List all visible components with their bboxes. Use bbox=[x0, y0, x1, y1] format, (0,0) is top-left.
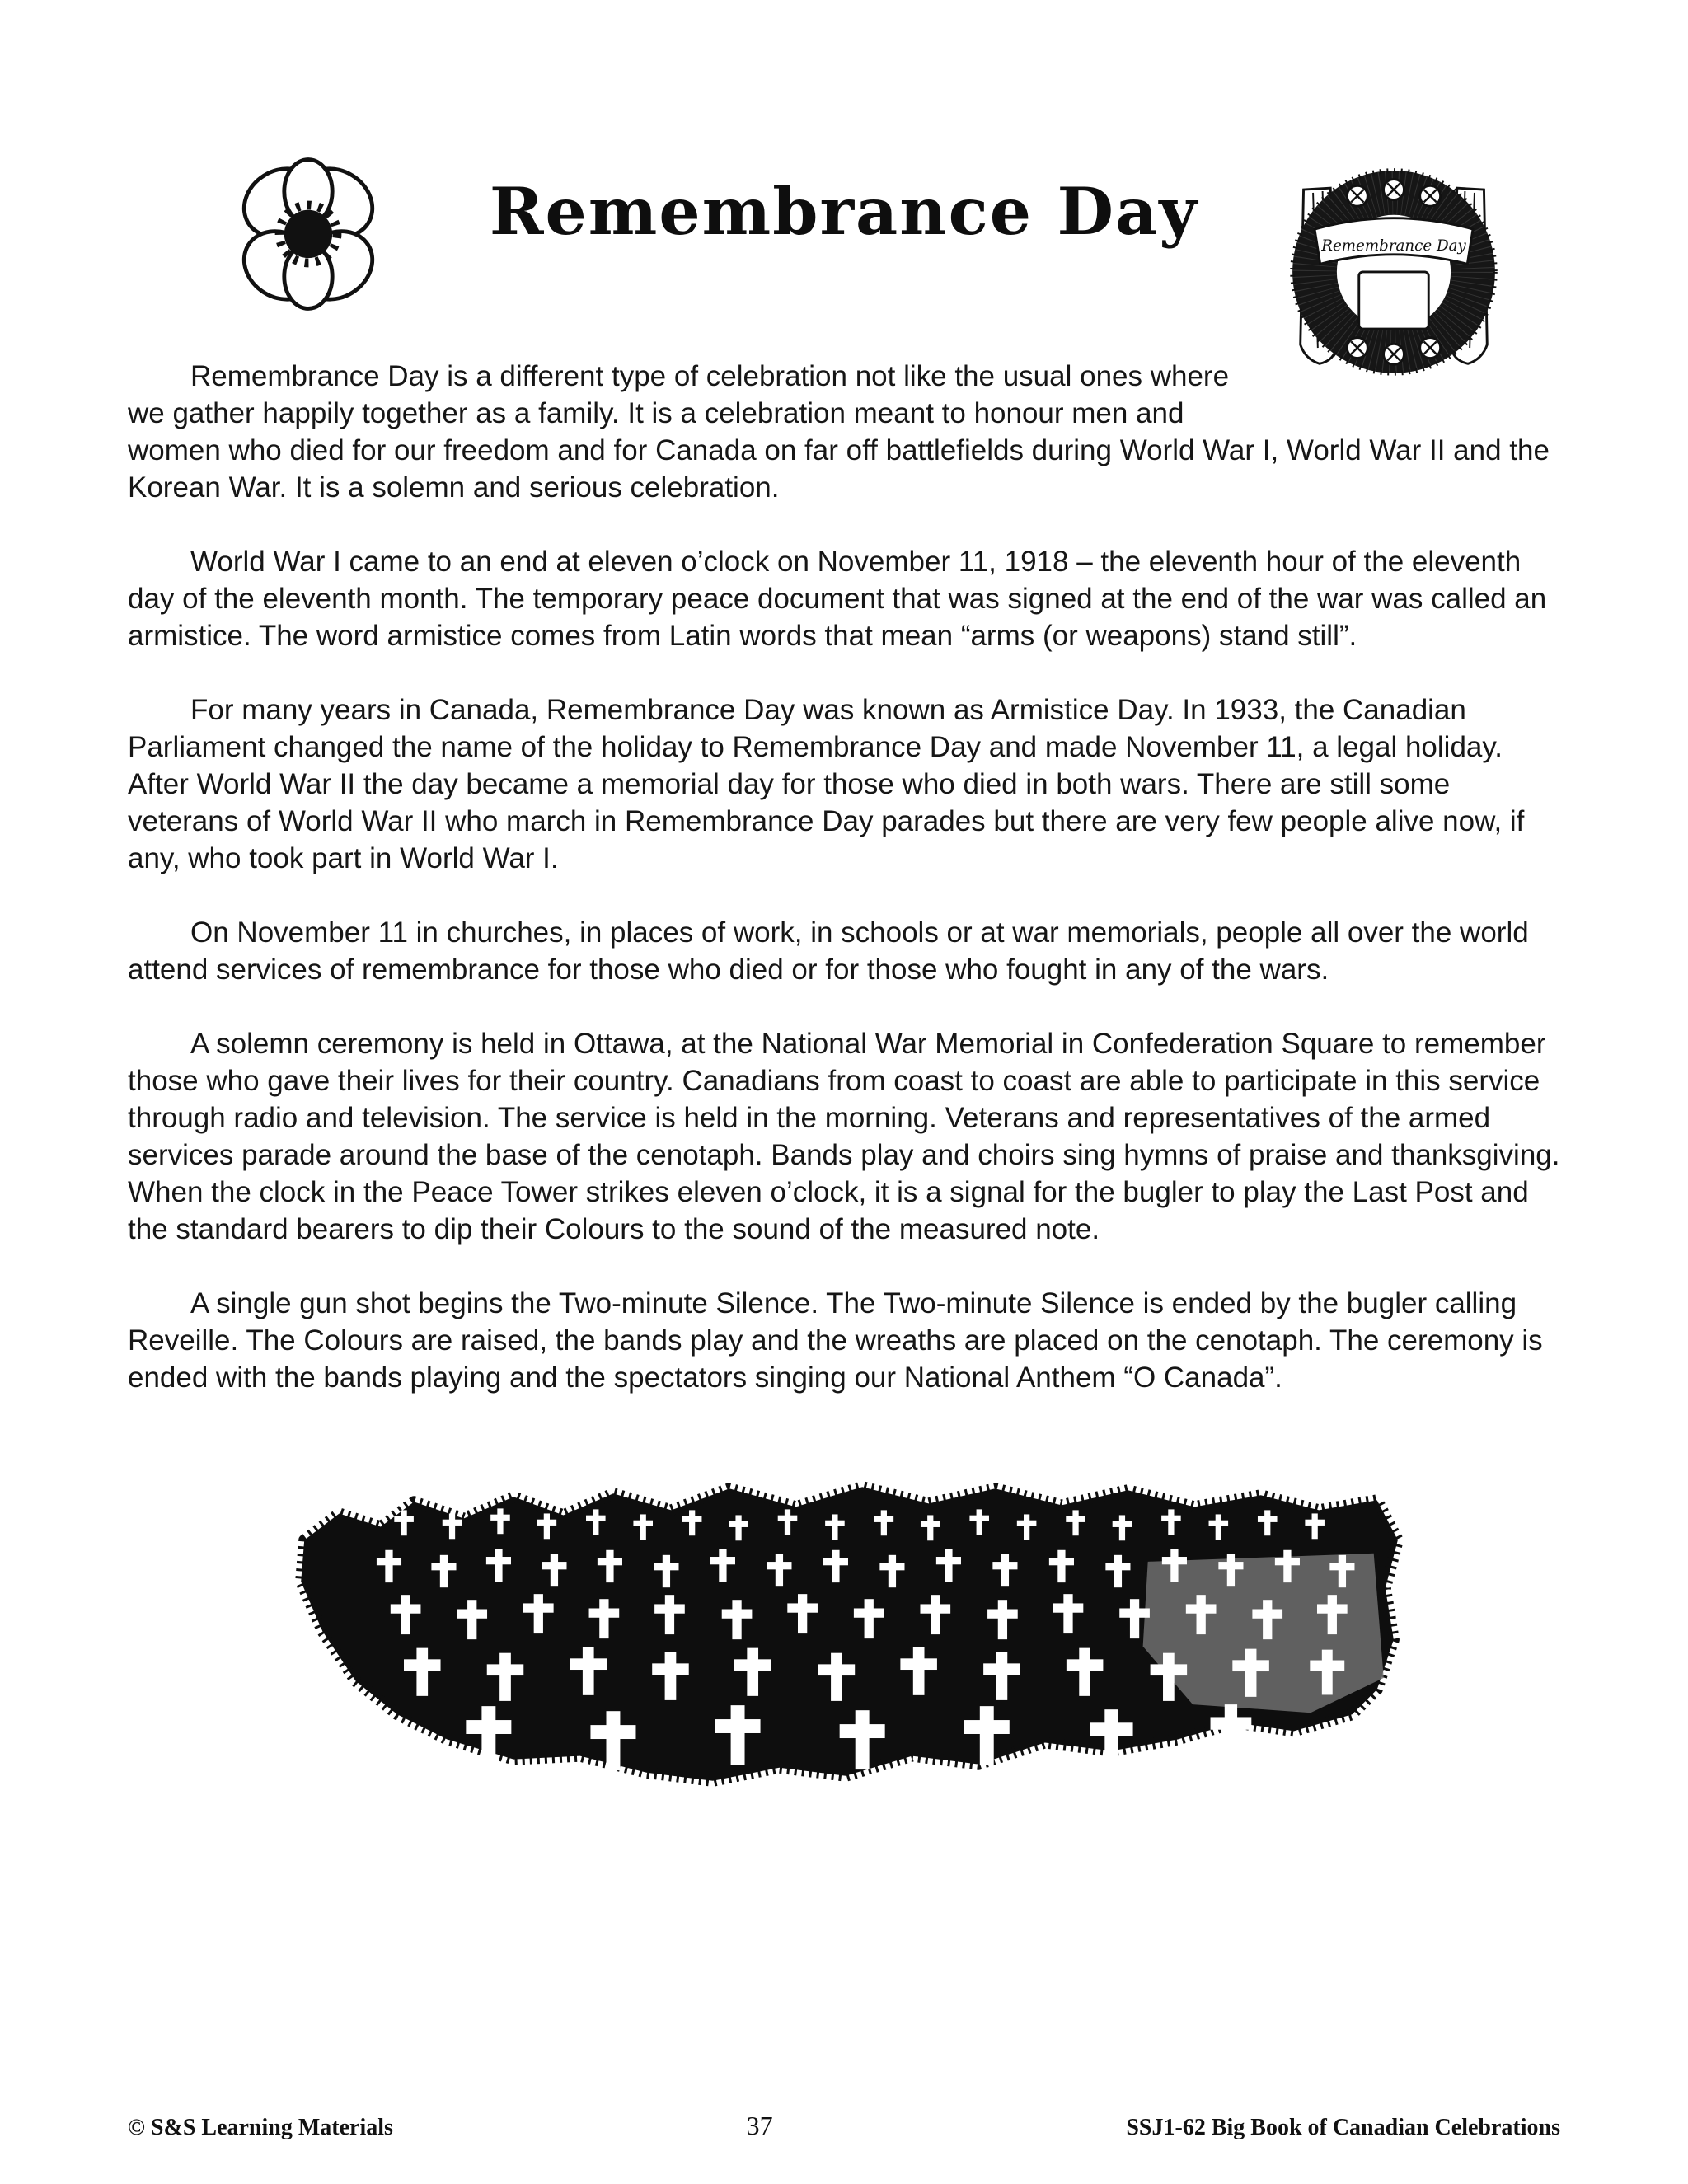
poppy-icon bbox=[220, 145, 396, 321]
page-title: Remembrance Day bbox=[489, 173, 1199, 250]
article-body bbox=[128, 358, 1560, 1396]
paragraph: For many years in Canada, Remembrance Day was known as Armistice Day. In 1933, the Canadian Parliament changed the name of the holiday to Remembrance Day and made November 11, a legal holiday. After World War II the day became a memorial day for those who died in both wars. There are still some veterans of World War II who march in Remembrance Day parades but there are very few people alive now, if any, who took part in World War I. bbox=[128, 694, 1525, 874]
footer-page-number: 37 bbox=[746, 2111, 773, 2140]
paragraph: On November 11 in churches, in places of work, in schools or at war memorials, people all over the world attend services of remembrance for those who died or for those who fought in any of the wars. bbox=[128, 916, 1529, 986]
paragraph: Remembrance Day is a different type of celebration not like the usual ones where we gather happily together as a family. It is a celebration meant to honour men and women who died for our freedom and for Canada on far off battlefields during World War I, World War II and the Korean War. It is a solemn and serious celebration. bbox=[128, 360, 1550, 504]
crosses-field-illustration bbox=[279, 1464, 1409, 1796]
wreath-banner-text: Remembrance Day bbox=[1321, 237, 1466, 255]
footer-book-title: SSJ1-62 Big Book of Canadian Celebrations bbox=[1126, 2115, 1560, 2140]
page-footer bbox=[128, 2111, 1560, 2141]
page-header bbox=[128, 114, 1560, 358]
footer-copyright: © S&S Learning Materials bbox=[128, 2115, 393, 2140]
paragraph: A single gun shot begins the Two-minute Silence. The Two-minute Silence is ended by the bugler calling Reveille. The Colours are raised, the bands play and the wreaths are placed on the cenotaph. The ceremony is ended with the bands playing and the spectators singing our National Anthem “O Canada”. bbox=[128, 1287, 1543, 1394]
paragraph: World War I came to an end at eleven o’clock on November 11, 1918 – the eleventh hour of the eleventh day of the eleventh month. The temporary peace document that was signed at the end of the war was called an armistice. The word armistice comes from Latin words that mean “arms (or weapons) stand still”. bbox=[128, 546, 1547, 652]
paragraph: A solemn ceremony is held in Ottawa, at the National War Memorial in Confederation Square to remember those who gave their lives for their country. Canadians from coast to coast are able to participate in this service through radio and television. The service is held in the morning. Veterans and representatives of the armed services parade around the base of the cenotaph. Bands play and choirs sing hymns of praise and thanksgiving. When the clock in the Peace Tower strikes eleven o’clock, it is a signal for the bugler to play the Last Post and the standard bearers to dip their Colours to the sound of the measured note. bbox=[128, 1028, 1560, 1245]
wreath-icon bbox=[1275, 152, 1512, 389]
